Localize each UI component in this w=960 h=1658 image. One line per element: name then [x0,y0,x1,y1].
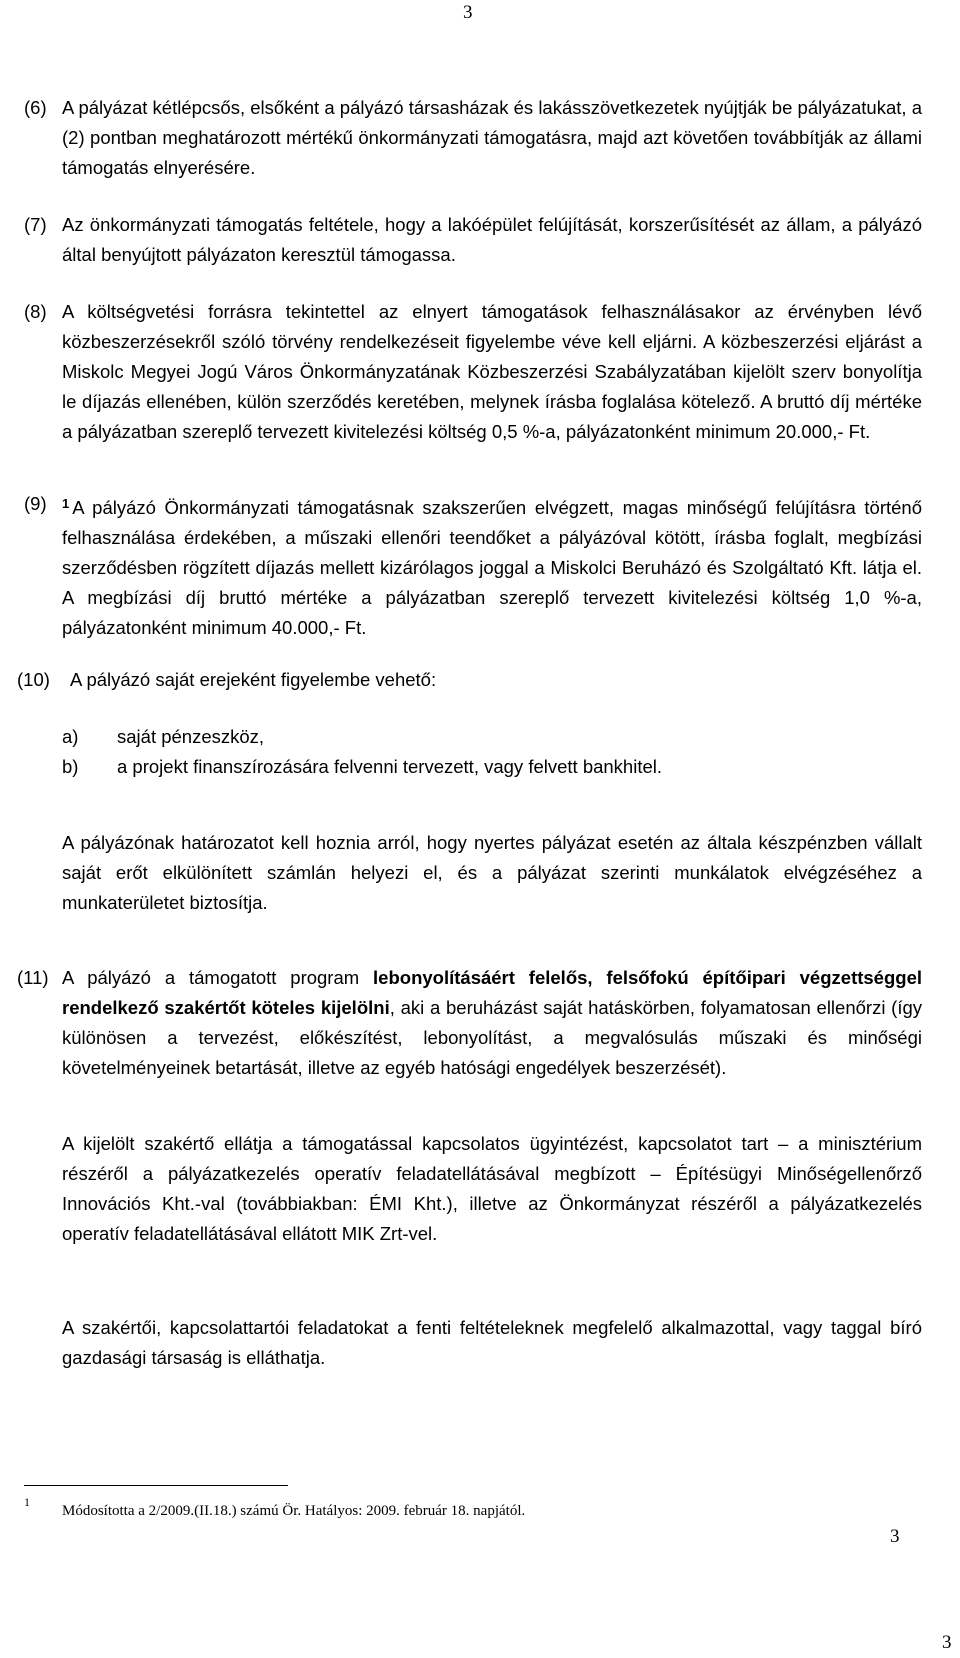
paragraph-9 [24,489,922,643]
paragraph-11-continuation-2: A szakértői, kapcsolattartói feladatokat a fenti feltételeknek megfelelő alkalmazottal, vagy taggal bíró gazdasági társaság is elláthatja. [62,1316,922,1368]
list-item-text: a projekt finanszírozására felvenni tervezett, vagy felvett bankhitel. [117,756,663,777]
paragraph-text-start: A pályázó a támogatott program [62,967,374,988]
page-number-footer: 3 [890,1526,900,1547]
paragraph-8 [24,297,922,447]
paragraph-6 [24,93,922,183]
paragraph-text: A pályázó Önkormányzati támogatásnak szakszerűen elvégzett, magas minőségű felújításra történő felhasználása érdekében, a műszaki ellenőri teendőket a pályázóval kötött, írásba foglalt, megbízási szerződésben rögzített díjazás mellett kizárólagos joggal a Miskolci Beruházó és Szolgáltató Kft. látja el. A megbízási díj bruttó mértéke a pályázatban szereplő tervezett kivitelezési költség 1,0 %-a, pályázatonként minimum 40.000,- Ft. [62,497,922,638]
paragraph-number: (8) [24,301,47,322]
paragraph-text-bold: lebonyolításáért felelős, felsőfokú építőipari végzettséggel rendelkező szakértőt köteles kijelölni [62,967,922,1018]
page-number-footer-corner: 3 [942,1632,952,1653]
footnote-text: Módosította a 2/2009.(II.18.) számú Ör. Hatályos: 2009. február 18. napjától. [62,1503,526,1519]
list-item [62,752,922,782]
paragraph-number: (11) [17,967,49,988]
list-item-text: saját pénzeszköz, [117,726,265,747]
list-item [62,722,922,752]
page-number-top: 3 [463,2,473,23]
list-item-label: a) [62,726,79,747]
list-item-label: b) [62,756,79,777]
paragraph-text-end: , aki a beruházást saját hatáskörben, folyamatosan ellenőrzi (így különösen a tervezést, előkészítést, lebonyolítást, a megvalósulás műszaki és minőségi követelményeinek betartását, illetve az egyéb hatósági engedélyek beszerzését). [62,997,922,1078]
paragraph-number: (6) [24,97,47,118]
paragraph-11 [17,963,922,1083]
paragraph-number: (10) [17,669,50,690]
paragraph-text: Az önkormányzati támogatás feltétele, hogy a lakóépület felújítását, korszerűsítését az állam, a pályázó által benyújtott pályázaton keresztül támogassa. [62,214,922,265]
paragraph-10-continuation: A pályázónak határozatot kell hoznia arról, hogy nyertes pályázat esetén az általa készpénzben vállalt saját erőt elkülönített számlán helyezi el, és a pályázat szerinti munkálatok elvégzéséhez a munkaterületet biztosítja. [62,831,922,913]
document-body [17,93,922,1391]
paragraph-10 [17,665,922,695]
paragraph-number: (9) [24,493,47,514]
paragraph-text: A pályázat kétlépcsős, elsőként a pályázó társasházak és lakásszövetkezetek nyújtják be pályázatukat, a (2) pontban meghatározott mértékű önkormányzati támogatásra, majd azt követően továbbítják az állami támogatás elnyerésére. [62,97,922,178]
own-resources-list [24,722,922,782]
paragraph-text: A pályázó saját erejeként figyelembe vehető: [70,669,437,690]
footnote-reference: 1 [62,496,70,511]
paragraph-number: (7) [24,214,47,235]
paragraph-11-continuation-1: A kijelölt szakértő ellátja a támogatással kapcsolatos ügyintézést, kapcsolatot tart – a minisztérium részéről a pályázatkezelés operatív feladatellátásával megbízott – Építésügyi Minőségellenőrző Innovációs Kht.-val (továbbiakban: ÉMI Kht.), illetve az Önkormányzat részéről a pályázatkezelés operatív feladatellátásával ellátott MIK Zrt-vel. [62,1132,922,1244]
paragraph-7 [24,210,922,270]
paragraph-text: A költségvetési forrásra tekintettel az elnyert támogatások felhasználásakor az érvényben lévő közbeszerzésekről szóló törvény rendelkezéseit figyelembe véve kell eljárni. A közbeszerzési eljárást a Miskolc Megyei Jogú Város Önkormányzatának Közbeszerzési Szabályzatában kijelölt szerv bonyolítja le díjazás ellenében, külön szerződés keretében, melynek írásba foglalása kötelező. A bruttó díj mértéke a pályázatban szereplő tervezett kivitelezési költség 0,5 %-a, pályázatonként minimum 20.000,- Ft. [62,301,922,442]
footnote-separator [24,1485,288,1486]
footnote-mark: 1 [24,1495,30,1509]
